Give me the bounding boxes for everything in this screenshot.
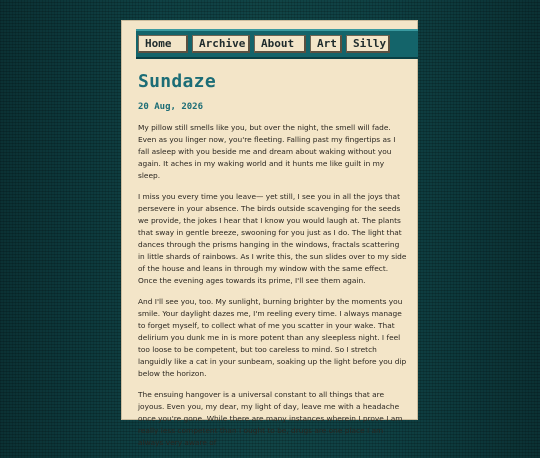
nav-home-button[interactable]: Home	[138, 35, 188, 53]
nav-silly-button[interactable]: Silly	[346, 35, 390, 53]
post-title: Sundaze	[138, 71, 216, 92]
post-paragraph: My pillow still smells like you, but over the night, the smell will fade. Even as you linger now, you're fleeting. Falling past my fingertips as I fall asleep with you beside me and dream about waking without you again. It aches in my waking world and it hunts me like guilt in my sleep.	[138, 123, 396, 180]
post-paragraph: The ensuing hangover is a universal constant to all things that are joyous. Even you, my dear, my light of day, leave me with a headache once you're gone. While there are many instances wherein I prove I am really less competent than I ought to be, drugs are one place I am always very aware of	[138, 390, 403, 447]
nav-archive-button[interactable]: Archive	[192, 35, 250, 53]
post-date: 20 Aug, 2026	[138, 102, 204, 112]
post-paragraph: And I'll see you, too. My sunlight, burning brighter by the moments you smile. Your daylight dazes me, I'm reeling every time. I always manage to forget myself, to collect what of me you scatter in your wake. That delirium you dunk me in is more potent than any sleepless night. I feel too loose to be competent, but too careless to mind. So I stretch languidly like a cat in your sunbeam, soaking up the light before you dip below the horizon.	[138, 297, 407, 378]
nav-art-button[interactable]: Art	[310, 35, 342, 53]
nav-bar	[136, 29, 418, 59]
post-paragraph: I miss you every time you leave— yet still, I see you in all the joys that persevere in your absence. The birds outside scavenging for the seeds we provide, the jokes I hear that I know you would laugh at. The plants that sway in gentle breeze, swooning for you just as I do. The light that dances through the prisms hanging in the windows, fractals scattering in little shards of rainbows. As I write this, the sun slides over to my side of the house and leans in through my window with the same effect. Once the evening ages towards its prime, I'll see them again.	[138, 192, 407, 285]
post-body	[138, 122, 408, 458]
blog-page	[121, 20, 418, 447]
nav-about-button[interactable]: About	[254, 35, 306, 53]
